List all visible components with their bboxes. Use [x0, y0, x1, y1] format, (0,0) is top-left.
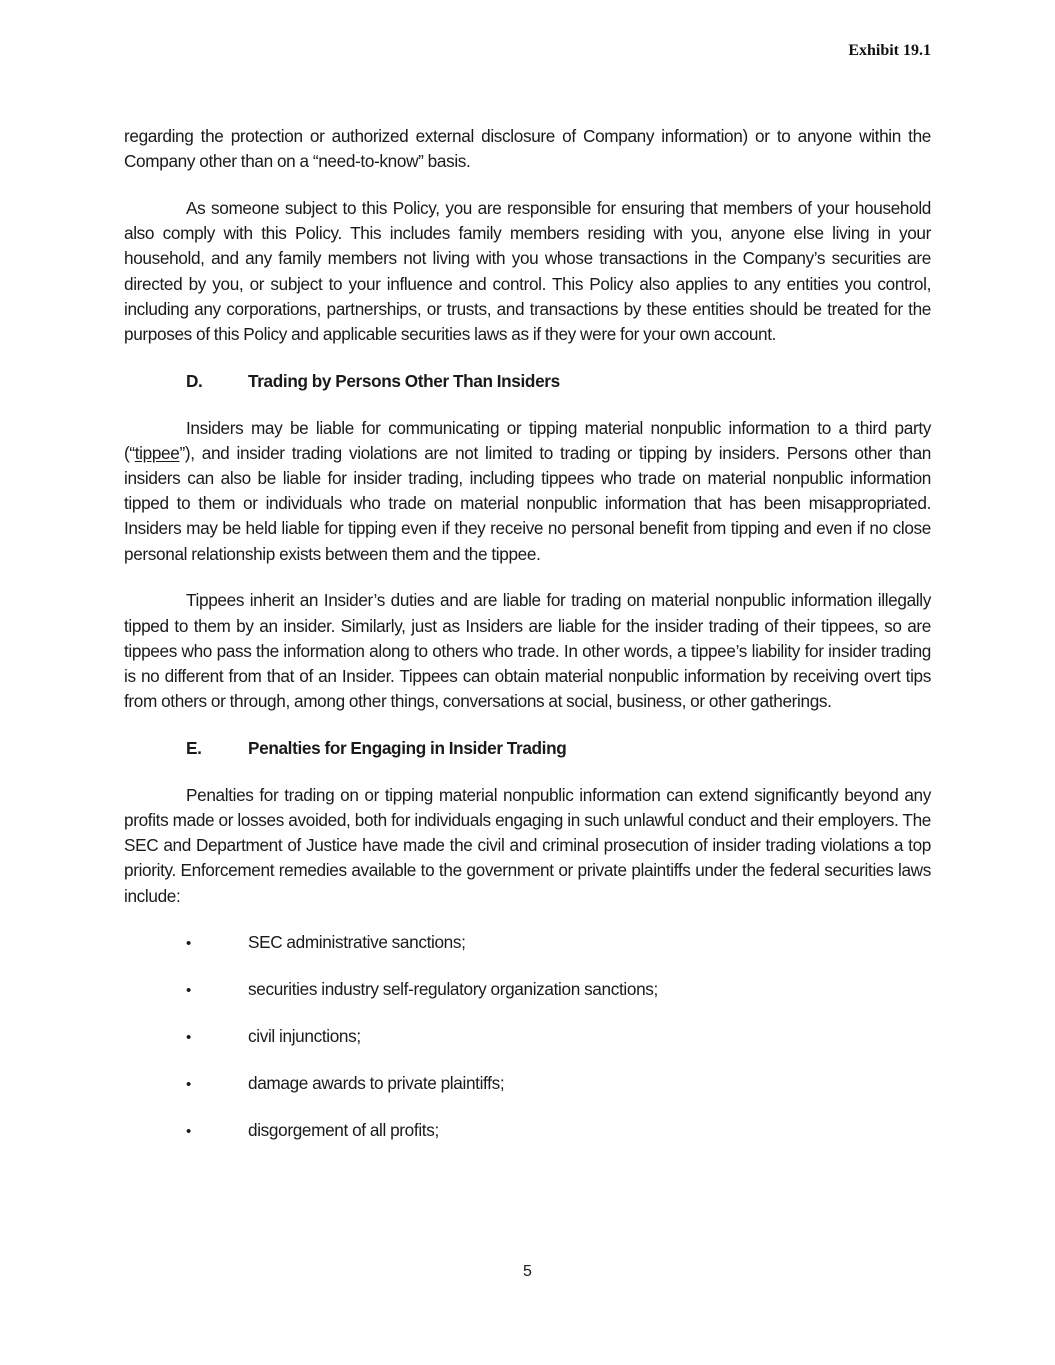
bullet-icon: • — [186, 982, 191, 1000]
bullet-icon: • — [186, 1122, 191, 1140]
list-item — [124, 977, 931, 1002]
list-item — [124, 1071, 931, 1096]
section-title: Trading by Persons Other Than Insiders — [248, 370, 560, 391]
paragraph-tippee-liability — [124, 416, 931, 567]
paragraph-tippees-inherit: Tippees inherit an Insider’s duties and are liable for trading on material nonpublic information illegally tipped to them by an insider. Similarly, just as Insiders are liable for the insider trading of their tippees, so are tippees who pass the information along to others who trade. In other words, a tippee’s liability for insider trading is no different from that of an Insider. Tippees can obtain material nonpublic information by receiving overt tips from others or through, among other things, conversations at social, business, or other gatherings. — [124, 590, 931, 712]
bullet-icon: • — [186, 1075, 191, 1093]
paragraph-household-compliance: As someone subject to this Policy, you are responsible for ensuring that members of your household also comply with this Policy. This includes family members residing with you, anyone else living in your household, and any family members not living with you whose transactions in the Company’s securities are directed by you, or subject to your influence and control. This Policy also applies to any entities you control, including any corporations, partnerships, or trusts, and transactions by these entities should be treated for the purposes of this Policy and applicable securities laws as if they were for your own account. — [124, 198, 931, 345]
text-segment: Insiders may be liable for communicating or tipping material nonpublic information to a third party (“ — [124, 417, 931, 463]
section-heading-d — [124, 369, 931, 394]
section-heading-e — [124, 736, 931, 761]
remedies-list — [124, 930, 931, 1142]
list-item — [124, 1118, 931, 1143]
list-item — [124, 930, 931, 955]
text-segment: ”), and insider trading violations are not limited to trading or tipping by insiders. Persons other than insiders can also be liable for insider trading, including tippees who trade on material nonpublic information tipped to them or individuals who trade on material nonpublic information that has been misappropriated. Insiders may be held liable for tipping even if they receive no personal benefit from tipping and even if no close personal relationship exists between them and the tippee. — [124, 442, 931, 564]
section-title: Penalties for Engaging in Insider Trading — [248, 738, 567, 759]
exhibit-label: Exhibit 19.1 — [848, 42, 931, 59]
paragraph-penalties: Penalties for trading on or tipping material nonpublic information can extend significantly beyond any profits made or losses avoided, both for individuals engaging in such unlawful conduct and their employers. The SEC and Department of Justice have made the civil and criminal prosecution of insider trading violations a top priority. Enforcement remedies available to the government or private plaintiffs under the federal securities laws include: — [124, 784, 931, 906]
page-number: 5 — [523, 1263, 532, 1280]
list-item — [124, 1024, 931, 1049]
list-item-text: securities industry self-regulatory organization sanctions; — [248, 979, 658, 1000]
bullet-icon: • — [186, 935, 191, 953]
bullet-icon: • — [186, 1029, 191, 1046]
paragraph-continuation: regarding the protection or authorized external disclosure of Company information) or to anyone within the Company other than on a “need-to-know” basis. — [124, 126, 931, 172]
section-letter: D. — [186, 370, 203, 391]
list-item-text: civil injunctions; — [248, 1026, 361, 1046]
section-letter: E. — [186, 738, 202, 759]
document-body — [124, 124, 931, 1164]
list-item-text: damage awards to private plaintiffs; — [248, 1072, 505, 1093]
list-item-text: disgorgement of all profits; — [248, 1119, 439, 1140]
list-item-text: SEC administrative sanctions; — [248, 932, 466, 953]
defined-term-tippee: tippee — [134, 442, 180, 463]
